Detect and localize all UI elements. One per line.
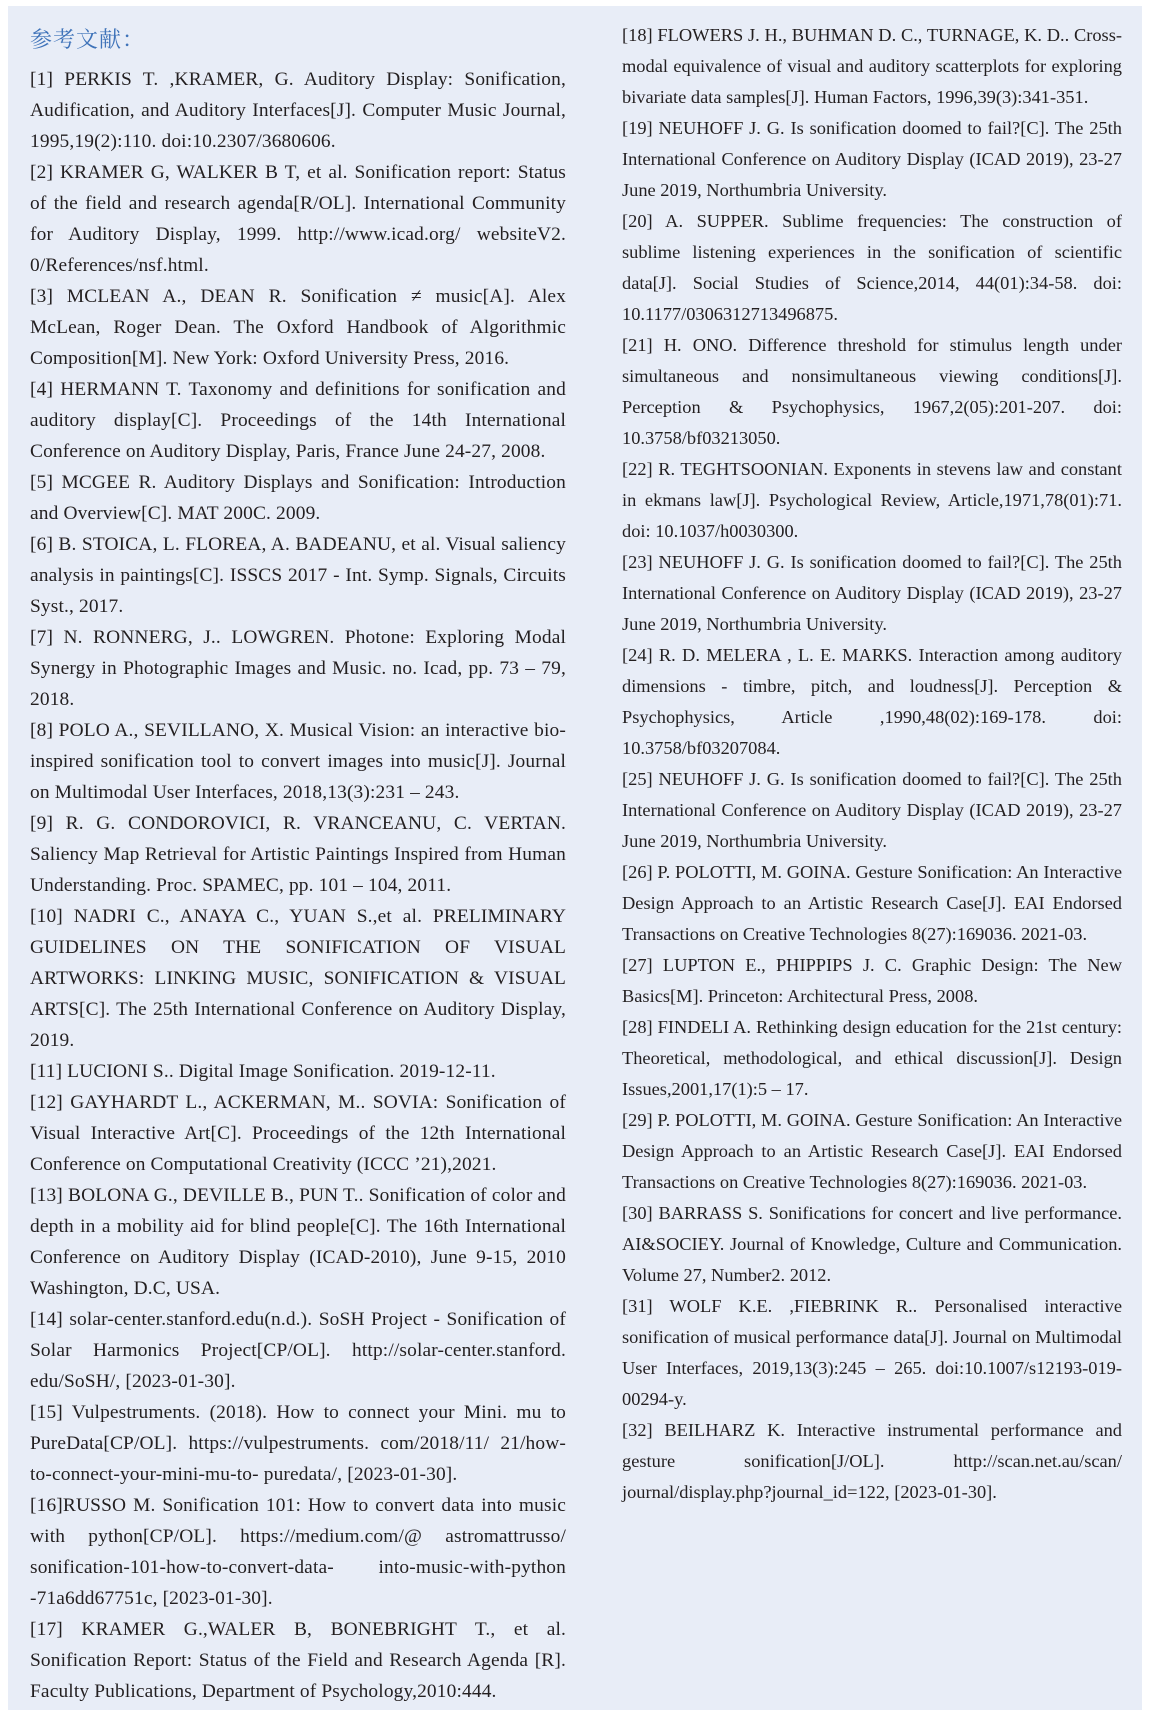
reference-item-10: [10] NADRI C., ANAYA C., YUAN S.,et al. PRELIMINARY GUIDELINES ON THE SONIFICATION OF VISUAL ARTWORKS: LINKING MUSIC, SONIFICATION & VISUAL ARTS[C]. The 25th International Conference on Auditory Display, 2019. [30, 906, 566, 1051]
reference-item-15: [15] Vulpestruments. (2018). How to connect your Mini. mu to PureData[CP/OL]. https://vulpestruments. com/2018/11/ 21/how-to-connect-your-mini-mu-to- puredata/, [2023-01-30]. [30, 1402, 566, 1485]
reference-item-5: [5] MCGEE R. Auditory Displays and Sonification: Introduction and Overview[C]. MAT 200C. 2009. [30, 472, 566, 524]
reference-item-32: [32] BEILHARZ K. Interactive instrumental performance and gesture sonification[J/OL]. http://scan.net.au/scan/ journal/display.php?journal_id=122, [2023-01-30]. [622, 1420, 1122, 1502]
reference-item-27: [27] LUPTON E., PHIPPIPS J. C. Graphic Design: The New Basics[M]. Princeton: Architectural Press, 2008. [622, 955, 1122, 1006]
reference-item-29: [29] P. POLOTTI, M. GOINA. Gesture Sonification: An Interactive Design Approach to an Artistic Research Case[J]. EAI Endorsed Transactions on Creative Technologies 8(27):169036. 2021-03. [622, 1110, 1122, 1192]
reference-item-22: [22] R. TEGHTSOONIAN. Exponents in stevens law and constant in ekmans law[J]. Psychological Review, Article,1971,78(01):71. doi: 10.1037/h0030300. [622, 459, 1122, 541]
reference-item-2: [2] KRAMER G, WALKER B T, et al. Sonification report: Status of the field and research agenda[R/OL]. International Community for Auditory Display, 1999. http://www.icad.org/ websiteV2. 0/References/nsf.html. [30, 162, 566, 276]
reference-item-21: [21] H. ONO. Difference threshold for stimulus length under simultaneous and nonsimultaneous viewing conditions[J]. Perception & Psychophysics, 1967,2(05):201-207. doi: 10.3758/bf03213050. [622, 335, 1122, 448]
reference-item-20: [20] A. SUPPER. Sublime frequencies: The construction of sublime listening experiences in the sonification of scientific data[J]. Social Studies of Science,2014, 44(01):34-58. doi: 10.1177/0306312713496875. [622, 211, 1122, 324]
reference-item-26: [26] P. POLOTTI, M. GOINA. Gesture Sonification: An Interactive Design Approach to an Artistic Research Case[J]. EAI Endorsed Transactions on Creative Technologies 8(27):169036. 2021-03. [622, 862, 1122, 944]
reference-item-6: [6] B. STOICA, L. FLOREA, A. BADEANU, et al. Visual saliency analysis in paintings[C]. ISSCS 2017 - Int. Symp. Signals, Circuits Syst., 2017. [30, 534, 566, 617]
reference-item-30: [30] BARRASS S. Sonifications for concert and live performance. AI&SOCIEY. Journal of Knowledge, Culture and Communication. Volume 27, Number2. 2012. [622, 1203, 1122, 1285]
reference-item-24: [24] R. D. MELERA , L. E. MARKS. Interaction among auditory dimensions - timbre, pitch, and loudness[J]. Perception & Psychophysics, Article ,1990,48(02):169-178. doi: 10.3758/bf03207084. [622, 645, 1122, 758]
reference-item-13: [13] BOLONA G., DEVILLE B., PUN T.. Sonification of color and depth in a mobility aid for blind people[C]. The 16th International Conference on Auditory Display (ICAD-2010), June 9-15, 2010 Washington, D.C, USA. [30, 1185, 566, 1299]
reference-item-12: [12] GAYHARDT L., ACKERMAN, M.. SOVIA: Sonification of Visual Interactive Art[C]. Proceedings of the 12th International Conference on Computational Creativity (ICCC ’21),2021. [30, 1092, 566, 1175]
reference-item-17: [17] KRAMER G.,WALER B, BONEBRIGHT T., et al. Sonification Report: Status of the Field and Research Agenda [R]. Faculty Publications, Department of Psychology,2010:444. [30, 1619, 566, 1702]
reference-item-3: [3] MCLEAN A., DEAN R. Sonification ≠ music[A]. Alex McLean, Roger Dean. The Oxford Handbook of Algorithmic Composition[M]. New York: Oxford University Press, 2016. [30, 286, 566, 369]
reference-item-31: [31] WOLF K.E. ,FIEBRINK R.. Personalised interactive sonification of musical performance data[J]. Journal on Multimodal User Interfaces, 2019,13(3):245 – 265. doi:10.1007/s12193-019-00294-y. [622, 1296, 1122, 1409]
reference-item-18: [18] FLOWERS J. H., BUHMAN D. C., TURNAGE, K. D.. Cross-modal equivalence of visual and auditory scatterplots for exploring bivariate data samples[J]. Human Factors, 1996,39(3):341-351. [622, 25, 1122, 107]
reference-item-9: [9] R. G. CONDOROVICI, R. VRANCEANU, C. VERTAN. Saliency Map Retrieval for Artistic Paintings Inspired from Human Understanding. Proc. SPAMEC, pp. 101 – 104, 2011. [30, 813, 566, 896]
reference-item-25: [25] NEUHOFF J. G. Is sonification doomed to fail?[C]. The 25th International Conference on Auditory Display (ICAD 2019), 23-27 June 2019, Northumbria University. [622, 769, 1122, 851]
reference-item-14: [14] solar-center.stanford.edu(n.d.). SoSH Project - Sonification of Solar Harmonics Project[CP/OL]. http://solar-center.stanford. edu/SoSH/, [2023-01-30]. [30, 1309, 566, 1392]
references-panel [8, 6, 1142, 1710]
reference-item-8: [8] POLO A., SEVILLANO, X. Musical Vision: an interactive bio-inspired sonification tool to convert images into music[J]. Journal on Multimodal User Interfaces, 2018,13(3):231 – 243. [30, 720, 566, 803]
reference-item-1: [1] PERKIS T. ,KRAMER, G. Auditory Display: Sonification, Audification, and Auditory Interfaces[J]. Computer Music Journal, 1995,19(2):110. doi:10.2307/3680606. [30, 69, 566, 152]
reference-item-7: [7] N. RONNERG, J.. LOWGREN. Photone: Exploring Modal Synergy in Photographic Images and Music. no. Icad, pp. 73 – 79, 2018. [30, 627, 566, 710]
references-left-column [30, 64, 566, 1707]
reference-item-11: [11] LUCIONI S.. Digital Image Sonification. 2019-12-11. [30, 1061, 496, 1082]
reference-item-19: [19] NEUHOFF J. G. Is sonification doomed to fail?[C]. The 25th International Conference on Auditory Display (ICAD 2019), 23-27 June 2019, Northumbria University. [622, 118, 1122, 200]
reference-item-23: [23] NEUHOFF J. G. Is sonification doomed to fail?[C]. The 25th International Conference on Auditory Display (ICAD 2019), 23-27 June 2019, Northumbria University. [622, 552, 1122, 634]
reference-item-16: [16]RUSSO M. Sonification 101: How to convert data into music with python[CP/OL]. https://medium.com/@ astromattrusso/ sonification-101-how-to-convert-data- into-music-with-python -71a6dd67751c, [2023-01-30]. [30, 1495, 566, 1609]
references-right-column [622, 20, 1122, 1707]
references-heading: 参考文献： [30, 28, 146, 53]
reference-item-28: [28] FINDELI A. Rethinking design education for the 21st century: Theoretical, methodological, and ethical discussion[J]. Design Issues,2001,17(1):5 – 17. [622, 1017, 1122, 1099]
reference-item-4: [4] HERMANN T. Taxonomy and definitions for sonification and auditory display[C]. Proceedings of the 14th International Conference on Auditory Display, Paris, France June 24-27, 2008. [30, 379, 566, 462]
